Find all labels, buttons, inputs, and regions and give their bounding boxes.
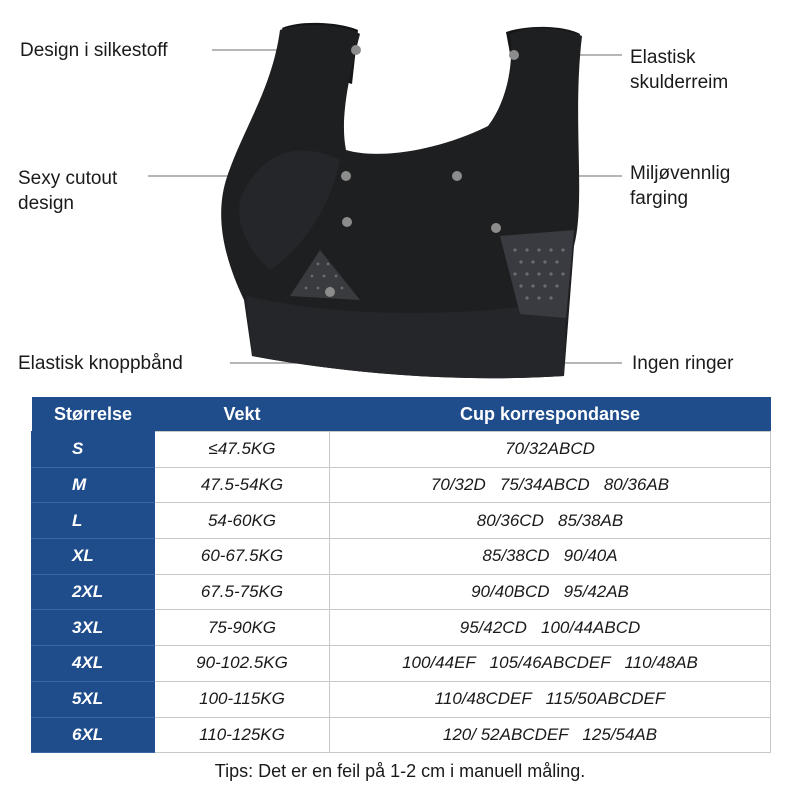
table-row [32, 681, 771, 717]
cup-cell: 80/36CD 85/38AB [330, 503, 771, 539]
weight-cell: 75-90KG [155, 610, 330, 646]
table-row [32, 646, 771, 682]
feature-label-cutout-line2: design [18, 193, 74, 214]
size-cell: 2XL [32, 574, 155, 610]
weight-cell: 60-67.5KG [155, 539, 330, 575]
feature-label-elastic-strap-line2: skulderreim [630, 72, 729, 93]
weight-cell: 100-115KG [155, 681, 330, 717]
table-row [32, 467, 771, 503]
feature-label-elastic-strap-line1: Elastisk [630, 47, 696, 68]
feature-label-no-rings: Ingen ringer [632, 353, 734, 374]
table-row [32, 610, 771, 646]
product-illustration [0, 0, 800, 395]
table-row [32, 574, 771, 610]
table-row [32, 432, 771, 468]
size-cell: 3XL [32, 610, 155, 646]
header-size: Størrelse [32, 397, 155, 432]
feature-label-eco-dye-line1: Miljøvennlig [630, 163, 731, 184]
size-chart-table [31, 397, 771, 753]
cup-cell: 95/42CD 100/44ABCD [330, 610, 771, 646]
weight-cell: 54-60KG [155, 503, 330, 539]
cup-cell: 85/38CD 90/40A [330, 539, 771, 575]
measurement-tip: Tips: Det er en feil på 1-2 cm i manuell måling. [214, 761, 586, 781]
size-cell: XL [32, 539, 155, 575]
garment-shape [221, 23, 582, 378]
feature-label-silk-design: Design i silkestoff [20, 40, 168, 61]
weight-cell: 90-102.5KG [155, 646, 330, 682]
cup-cell: 70/32ABCD [330, 432, 771, 468]
size-cell: 5XL [32, 681, 155, 717]
feature-label-elastic-band: Elastisk knoppbånd [18, 353, 183, 374]
table-header-row [32, 397, 771, 432]
feature-label-cutout-line1: Sexy cutout [18, 168, 118, 189]
table-row [32, 539, 771, 575]
table-row [32, 717, 771, 753]
cup-cell: 100/44EF 105/46ABCDEF 110/48AB [330, 646, 771, 682]
size-cell: S [32, 432, 155, 468]
feature-label-eco-dye-line2: farging [630, 188, 689, 209]
weight-cell: 67.5-75KG [155, 574, 330, 610]
header-weight: Vekt [155, 397, 330, 432]
cup-cell: 70/32D 75/34ABCD 80/36AB [330, 467, 771, 503]
header-cup: Cup korrespondanse [330, 397, 771, 432]
table-row [32, 503, 771, 539]
weight-cell: ≤47.5KG [155, 432, 330, 468]
size-cell: 6XL [32, 717, 155, 753]
weight-cell: 47.5-54KG [155, 467, 330, 503]
cup-cell: 120/ 52ABCDEF 125/54AB [330, 717, 771, 753]
weight-cell: 110-125KG [155, 717, 330, 753]
cup-cell: 90/40BCD 95/42AB [330, 574, 771, 610]
size-cell: L [32, 503, 155, 539]
size-cell: 4XL [32, 646, 155, 682]
size-cell: M [32, 467, 155, 503]
cup-cell: 110/48CDEF 115/50ABCDEF [330, 681, 771, 717]
